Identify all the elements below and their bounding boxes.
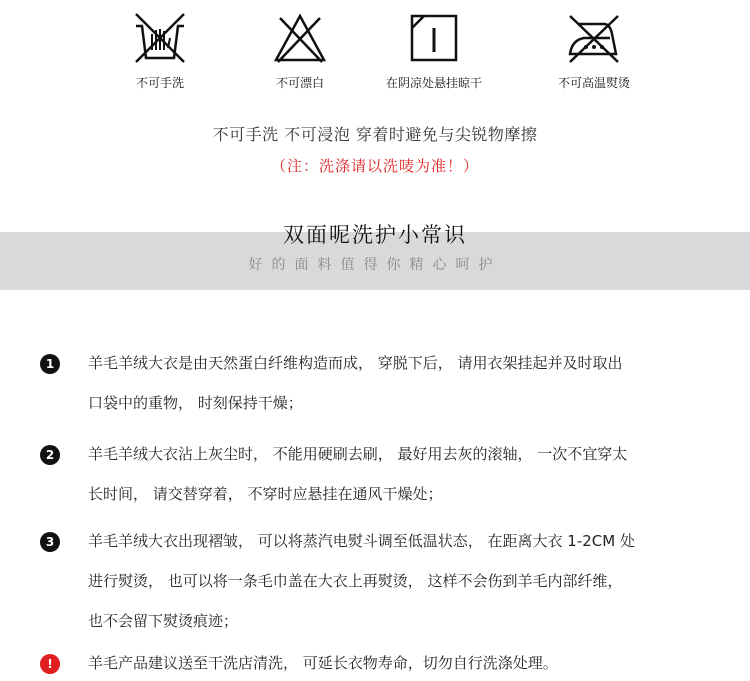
- number-1-icon: 1: [40, 354, 60, 374]
- icon-label: 在阴凉处悬挂晾干: [385, 76, 482, 90]
- exclamation-icon: !: [40, 654, 60, 674]
- number-3-icon: 3: [40, 532, 60, 552]
- tip-item: [40, 352, 720, 423]
- tip-text: [88, 343, 720, 423]
- care-icons-row: [0, 0, 750, 100]
- number-2-icon: 2: [40, 445, 60, 465]
- care-icon-item: [529, 10, 659, 91]
- tip-text: [88, 434, 720, 514]
- tip-text: [88, 521, 720, 641]
- tip-line: 羊毛产品建议送至干洗店清洗， 可延长衣物寿命，切勿自行洗涤处理。: [88, 654, 558, 672]
- care-icon-item: [235, 10, 365, 91]
- icon-label: 不可高温熨烫: [557, 76, 630, 90]
- tip-line: 也不会留下熨烫痕迹；: [88, 612, 239, 630]
- tip-item: [40, 443, 720, 514]
- tip-line: 羊毛羊绒大衣沾上灰尘时， 不能用硬刷去刷， 最好用去灰的滚轴， 一次不宜穿太: [88, 445, 628, 463]
- tip-line: 长时间， 请交替穿着， 不穿时应悬挂在通风干燥处；: [88, 485, 443, 503]
- tip-item: [40, 652, 720, 681]
- tip-item: [40, 530, 720, 641]
- no-bleach-icon: [272, 10, 328, 66]
- no-hand-wash-icon: [132, 10, 188, 66]
- section-subtitle: 好的面料值得你精心呵护: [248, 257, 502, 273]
- care-icon-item: [369, 10, 499, 91]
- tip-line: 羊毛羊绒大衣是由天然蛋白纤维构造而成， 穿脱下后， 请用衣架挂起并及时取出: [88, 354, 623, 372]
- tip-text: [88, 643, 720, 681]
- shade-hang-dry-icon: [406, 10, 462, 66]
- tip-line: 羊毛羊绒大衣出现褶皱， 可以将蒸汽电熨斗调至低温状态， 在距离大衣 1-2CM 处: [88, 532, 635, 550]
- no-iron-high-temp-icon: [564, 10, 624, 66]
- tip-line: 口袋中的重物， 时刻保持干燥；: [88, 394, 303, 412]
- care-icon-item: [95, 10, 225, 91]
- icon-label: 不可漂白: [275, 76, 324, 90]
- warning-note-text: （注：洗涤请以洗唛为准！）: [270, 157, 479, 175]
- section-title: 双面呢洗护小常识: [283, 223, 467, 247]
- warning-main-text: 不可手洗 不可浸泡 穿着时避免与尖锐物摩擦: [212, 125, 538, 144]
- tip-line: 进行熨烫， 也可以将一条毛巾盖在大衣上再熨烫， 这样不会伤到羊毛内部纤维，: [88, 572, 623, 590]
- icon-label: 不可手洗: [135, 76, 184, 90]
